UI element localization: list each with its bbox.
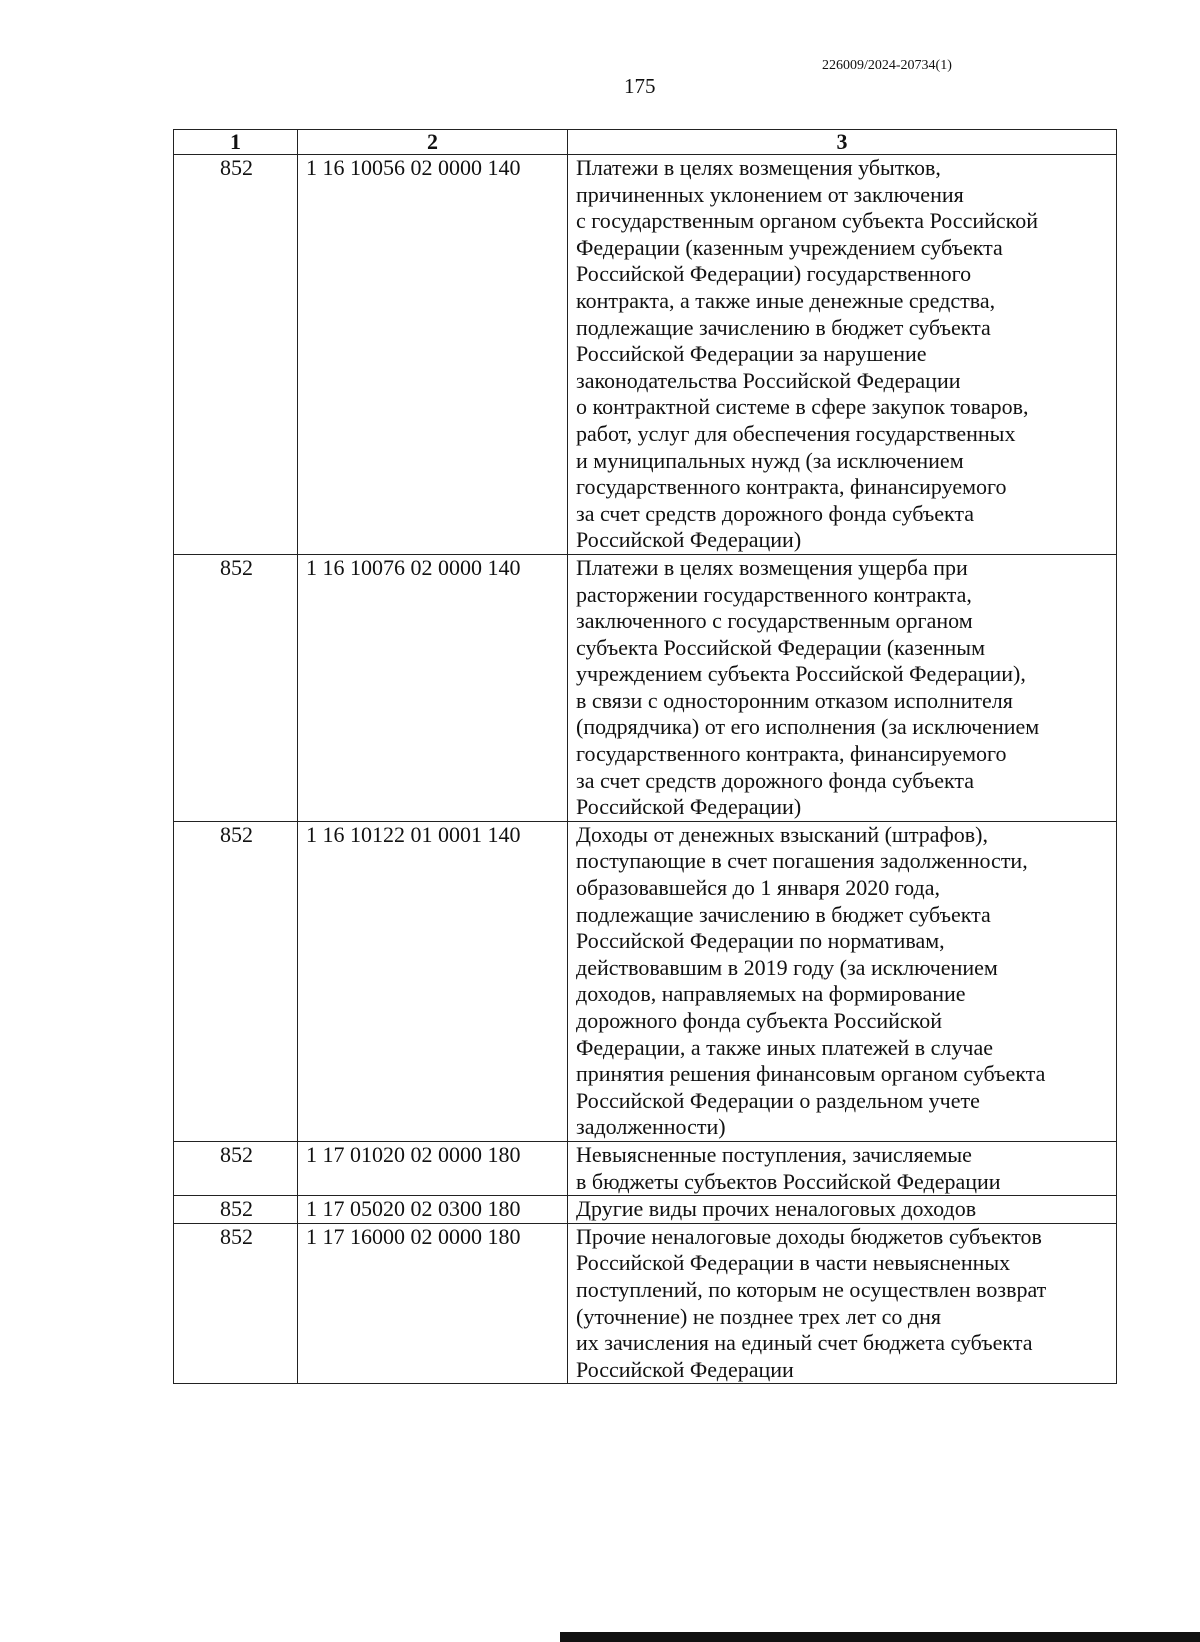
budget-classification-code-cell: 1 16 10076 02 0000 140 — [298, 554, 568, 821]
description-line: Доходы от денежных взысканий (штрафов), — [576, 821, 988, 847]
budget-classification-code-cell: 1 17 05020 02 0300 180 — [298, 1196, 568, 1224]
description-line: работ, услуг для обеспечения государственных — [576, 420, 1016, 446]
revenue-description-cell — [568, 1196, 1117, 1224]
description-line: Российской Федерации) — [576, 794, 802, 820]
administrator-code-cell: 852 — [174, 155, 298, 555]
table-row — [174, 155, 1117, 555]
description-line: Платежи в целях возмещения убытков, — [576, 155, 941, 180]
column-header-3: 3 — [568, 130, 1117, 155]
description-line: заключенного с государственным органом — [576, 608, 973, 634]
scan-edge-bar — [560, 1632, 1200, 1642]
description-line: Платежи в целях возмещения ущерба при — [576, 554, 968, 580]
description-line: образовавшейся до 1 января 2020 года, — [576, 875, 940, 901]
column-header-2: 2 — [298, 130, 568, 155]
description-line: и муниципальных нужд (за исключением — [576, 447, 964, 473]
description-line: расторжении государственного контракта, — [576, 581, 972, 607]
table-body — [174, 155, 1117, 1384]
revenue-description-cell — [568, 155, 1117, 555]
description-line: Невыясненные поступления, зачисляемые — [576, 1141, 972, 1167]
description-line: контракта, а также иные денежные средства, — [576, 287, 996, 313]
description-line: доходов, направляемых на формирование — [576, 981, 966, 1007]
description-line: в связи с односторонним отказом исполнителя — [576, 687, 1013, 713]
administrator-code-cell: 852 — [174, 1141, 298, 1195]
revenue-description-cell — [568, 554, 1117, 821]
description-line: Российской Федерации) государственного — [576, 261, 972, 287]
budget-classification-code-cell: 1 17 01020 02 0000 180 — [298, 1141, 568, 1195]
description-line: в бюджеты субъектов Российской Федерации — [576, 1168, 1001, 1194]
table-row — [174, 1141, 1117, 1195]
description-line: о контрактной системе в сфере закупок товаров, — [576, 394, 1029, 420]
description-line: поступающие в счет погашения задолженности, — [576, 848, 1028, 874]
description-line: государственного контракта, финансируемого — [576, 741, 1007, 767]
description-line: Другие виды прочих неналоговых доходов — [576, 1196, 977, 1222]
description-line: причиненных уклонением от заключения — [576, 181, 964, 207]
description-line: подлежащие зачислению в бюджет субъекта — [576, 901, 991, 927]
budget-classification-code-cell: 1 17 16000 02 0000 180 — [298, 1223, 568, 1384]
administrator-code-cell: 852 — [174, 1196, 298, 1224]
description-line: действовавшим в 2019 году (за исключением — [576, 954, 998, 980]
budget-classification-code-cell: 1 16 10122 01 0001 140 — [298, 821, 568, 1141]
description-line: (уточнение) не позднее трех лет со дня — [576, 1303, 941, 1329]
table-header-row — [174, 130, 1117, 155]
description-line: Российской Федерации по нормативам, — [576, 928, 945, 954]
description-line: поступлений, по которым не осуществлен возврат — [576, 1276, 1047, 1302]
description-line: принятия решения финансовым органом субъекта — [576, 1061, 1046, 1087]
description-line: Российской Федерации) — [576, 527, 802, 553]
revenue-description-cell — [568, 1223, 1117, 1384]
administrator-code-cell: 852 — [174, 821, 298, 1141]
description-line: Российской Федерации о раздельном учете — [576, 1087, 980, 1113]
description-line: задолженности) — [576, 1114, 726, 1140]
table-row — [174, 1223, 1117, 1384]
description-line: субъекта Российской Федерации (казенным — [576, 634, 985, 660]
description-line: государственного контракта, финансируемого — [576, 474, 1007, 500]
description-line: их зачисления на единый счет бюджета субъекта — [576, 1330, 1033, 1356]
document-registration-number: 226009/2024-20734(1) — [822, 58, 952, 73]
revenue-description-cell — [568, 821, 1117, 1141]
administrator-code-cell: 852 — [174, 1223, 298, 1384]
budget-classification-code-cell: 1 16 10056 02 0000 140 — [298, 155, 568, 555]
administrator-code-cell: 852 — [174, 554, 298, 821]
revenue-description-cell — [568, 1141, 1117, 1195]
description-line: Российской Федерации — [576, 1356, 794, 1382]
description-line: за счет средств дорожного фонда субъекта — [576, 500, 975, 526]
table-row — [174, 821, 1117, 1141]
description-line: (подрядчика) от его исполнения (за исключением — [576, 714, 1040, 740]
description-line: Федерации, а также иных платежей в случае — [576, 1034, 994, 1060]
description-line: с государственным органом субъекта Российской — [576, 208, 1038, 234]
column-header-1: 1 — [174, 130, 298, 155]
description-line: учреждением субъекта Российской Федерации), — [576, 661, 1026, 687]
description-line: Российской Федерации в части невыясненных — [576, 1250, 1011, 1276]
description-line: Федерации (казенным учреждением субъекта — [576, 234, 1003, 260]
description-line: Российской Федерации за нарушение — [576, 341, 927, 367]
table-row — [174, 554, 1117, 821]
description-line: дорожного фонда субъекта Российской — [576, 1008, 943, 1033]
description-line: за счет средств дорожного фонда субъекта — [576, 767, 975, 793]
page-number: 175 — [624, 74, 656, 98]
description-line: Прочие неналоговые доходы бюджетов субъектов — [576, 1223, 1042, 1249]
description-line: подлежащие зачислению в бюджет субъекта — [576, 314, 991, 340]
table-row — [174, 1196, 1117, 1224]
revenue-codes-table — [173, 129, 1117, 1384]
description-line: законодательства Российской Федерации — [576, 367, 961, 393]
